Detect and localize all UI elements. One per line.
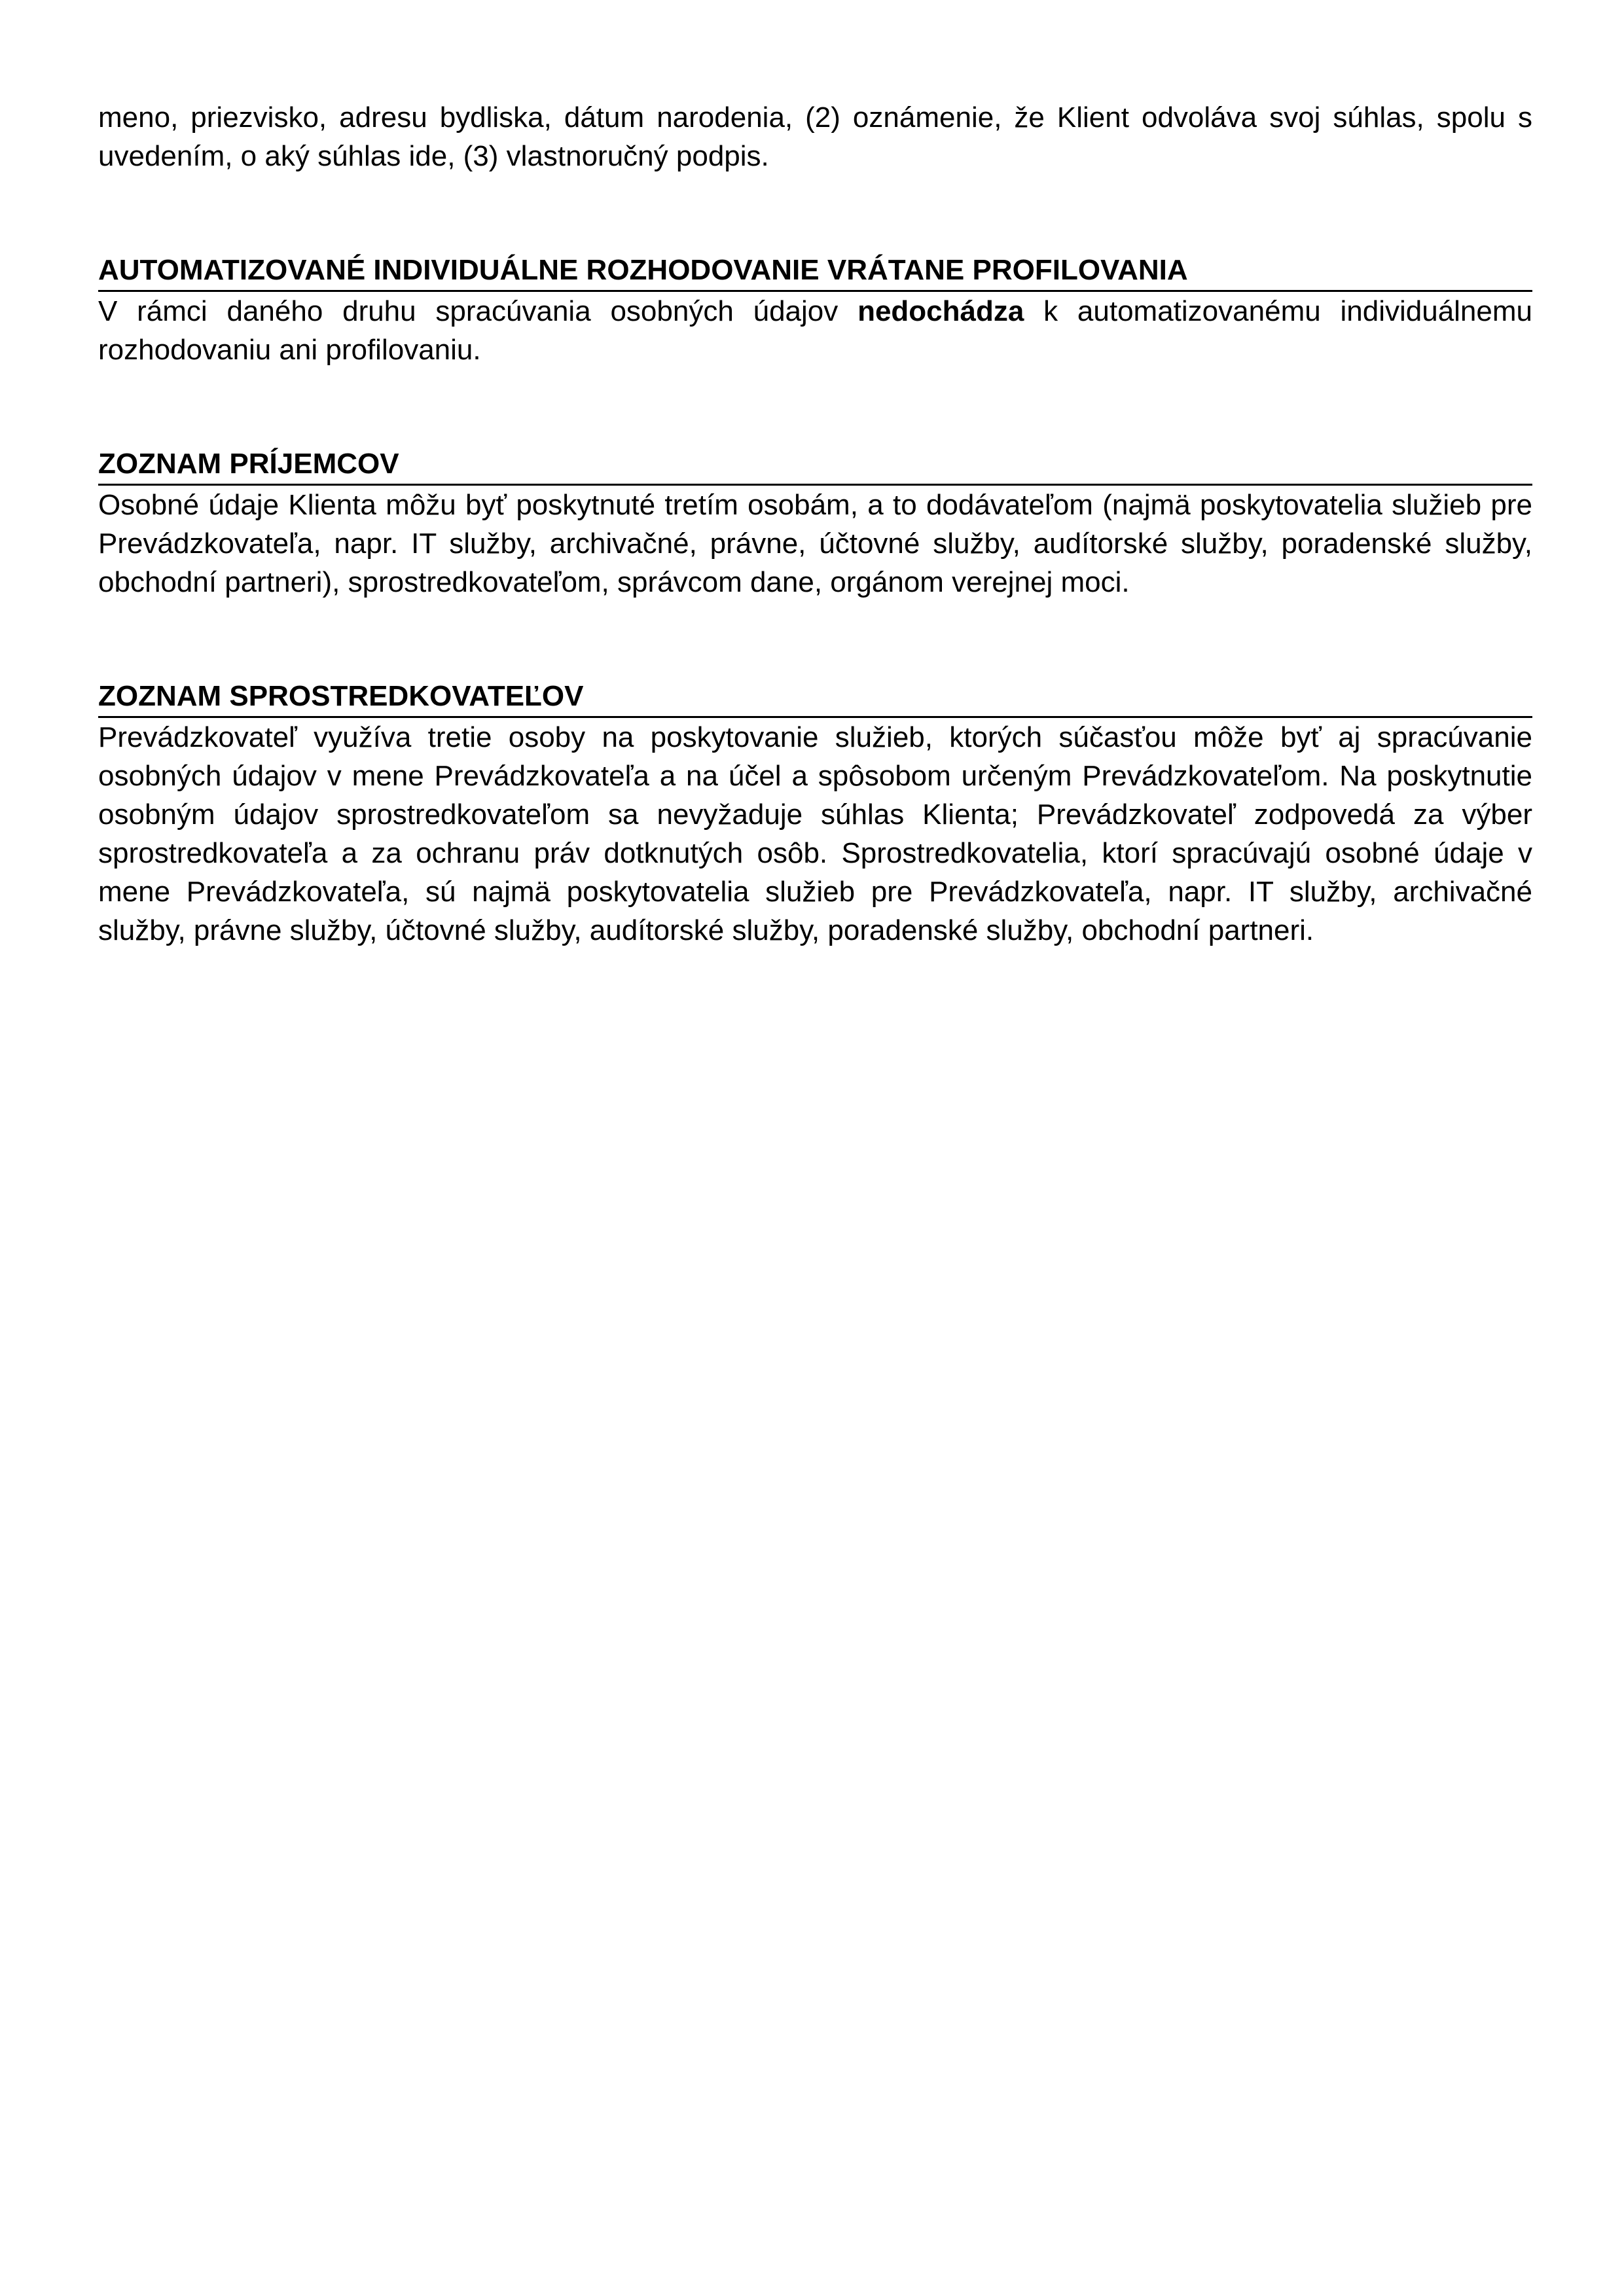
body-text-end: k automatizovanému individuálnemu rozhodovaniu ani profilovaniu. — [98, 295, 1532, 366]
section-processors — [98, 678, 1532, 950]
intro-paragraph: meno, priezvisko, adresu bydliska, dátum narodenia, (2) oznámenie, že Klient odvoláva svoj súhlas, spolu s uvedením, o aký súhlas ide, (3) vlastnoručný podpis. — [98, 101, 1532, 172]
section-heading-processors: ZOZNAM SPROSTREDKOVATEĽOV — [98, 678, 1532, 718]
document-page — [98, 98, 1532, 950]
section-heading-recipients: ZOZNAM PRÍJEMCOV — [98, 446, 1532, 486]
section-recipients — [98, 446, 1532, 601]
section-body-processors: Prevádzkovateľ využíva tretie osoby na poskytovanie služieb, ktorých súčasťou môže byť aj spracúvanie osobných údajov v mene Prevádzkovateľa a na účel a spôsobom určeným Prevádzkovateľom. Na poskytnutie osobným údajov sprostredkovateľom sa nevyžaduje súhlas Klienta; Prevádzkovateľ zodpovedá za výber sprostredkovateľa a za ochranu práv dotknutých osôb. Sprostredkovatelia, ktorí spracúvajú osobné údaje v mene Prevádzkovateľa, sú najmä poskytovatelia služieb pre Prevádzkovateľa, napr. IT služby, archivačné služby, právne služby, účtovné služby, audítorské služby, poradenské služby, obchodní partneri. — [98, 721, 1532, 946]
section-heading-automated-decision: AUTOMATIZOVANÉ INDIVIDUÁLNE ROZHODOVANIE VRÁTANE PROFILOVANIA — [98, 252, 1532, 292]
section-automated-decision — [98, 252, 1532, 369]
body-text-start: V rámci daného druhu spracúvania osobných údajov — [98, 295, 858, 327]
section-body-automated-decision — [98, 292, 1532, 369]
body-text-emphasis: nedochádza — [857, 295, 1024, 327]
section-body-recipients: Osobné údaje Klienta môžu byť poskytnuté tretím osobám, a to dodávateľom (najmä poskytovatelia služieb pre Prevádzkovateľa, napr. IT služby, archivačné, právne, účtovné služby, audítorské služby, poradenské služby, obchodní partneri), sprostredkovateľom, správcom dane, orgánom verejnej moci. — [98, 489, 1532, 598]
